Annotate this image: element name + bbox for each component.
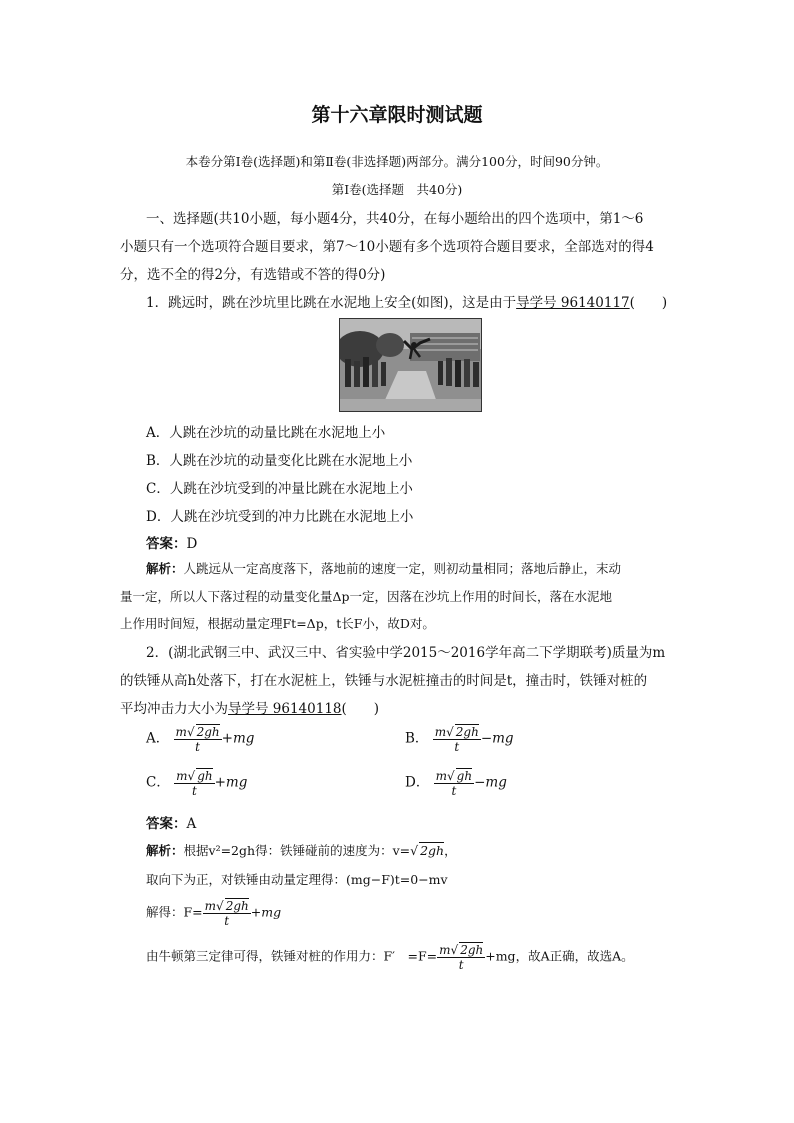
q2-option-b: B． $\frac{m√ 2gh}{t}$ −mg xyxy=(405,725,514,754)
q1-option-c: C．人跳在沙坑受到的冲量比跳在水泥地上小 xyxy=(146,481,413,497)
long-jump-photo xyxy=(339,318,482,412)
q2-option-c: C． $\frac{m√ gh}{t}$ +mg xyxy=(146,769,248,798)
q1-explanation-text-1: 人跳远从一定高度落下，落地前的速度一定，则初动量相同；落地后静止，末动 xyxy=(183,561,622,576)
q1-answer-label: 答案： xyxy=(146,536,187,552)
q1-explanation-label: 解析： xyxy=(146,561,184,576)
q1-answer-value: D xyxy=(186,536,198,552)
q2-explanation-line-3: 解得：F= $\frac{m√ 2gh}{t}$ +mg xyxy=(146,899,282,928)
q2-explanation-line-2: 取向下为正，对铁锤由动量定理得：(mg−F)t=0−mv xyxy=(146,872,448,887)
q1-option-a: A．人跳在沙坑的动量比跳在水泥地上小 xyxy=(146,425,386,441)
q1-answer xyxy=(146,532,197,552)
question-2-stem-line-1: 2．(湖北武钢三中、武汉三中、省实验中学2015～2016学年高二下学期联考)质量为m xyxy=(146,645,666,661)
question-1-code: 导学号 96140117 xyxy=(516,295,630,311)
instructions-line-2: 小题只有一个选项符合题目要求，第7～10小题有多个选项符合题目要求，全部选对的得4 xyxy=(120,239,654,255)
question-1-text: 1．跳远时，跳在沙坑里比跳在水泥地上安全(如图)，这是由于 xyxy=(146,295,517,311)
q2-option-a: A． $\frac{m√ 2gh}{t}$ +mg xyxy=(146,725,255,754)
q1-explanation-line-3: 上作用时间短，根据动量定理Ft=Δp，t长F小，故D对。 xyxy=(120,616,435,631)
question-1-stem xyxy=(146,291,667,311)
q2-explanation-line-1: 解析：根据v²=2gh得：铁锤碰前的速度为：v=√ 2gh， xyxy=(146,843,457,858)
exam-intro: 本卷分第Ⅰ卷(选择题)和第Ⅱ卷(非选择题)两部分。满分100分，时间90分钟。 xyxy=(185,154,609,169)
instructions-line-1: 一、选择题(共10小题，每小题4分，共40分，在每小题给出的四个选项中，第1～6 xyxy=(146,211,644,227)
q1-explanation-line-2: 量一定，所以人下落过程的动量变化量Δp一定，因落在沙坑上作用的时间长，落在水泥地 xyxy=(120,589,613,604)
instructions-line-3: 分，选不全的得2分，有选错或不答的得0分) xyxy=(120,267,386,283)
q2-option-d: D． $\frac{m√ gh}{t}$ −mg xyxy=(405,769,507,798)
q2-answer-label: 答案： xyxy=(146,816,187,832)
page-title: 第十六章限时测试题 xyxy=(311,104,483,126)
q1-option-b: B．人跳在沙坑的动量变化比跳在水泥地上小 xyxy=(146,453,413,469)
question-2-stem-line-3 xyxy=(120,697,379,717)
q1-explanation-line-1 xyxy=(146,559,621,577)
question-1-paren: ( ) xyxy=(629,295,668,311)
question-2-code: 导学号 96140118 xyxy=(228,701,342,717)
q2-answer xyxy=(146,812,196,832)
q2-explanation-line-4: 由牛顿第三定律可得，铁锤对桩的作用力：F′ =F= $\frac{m√ 2gh}{t}$ +mg，故A正确，故选A。 xyxy=(146,943,634,972)
q2-explanation-label: 解析： xyxy=(146,843,184,858)
question-2-text: 平均冲击力大小为 xyxy=(120,701,228,717)
question-2-paren: ( ) xyxy=(341,701,380,717)
q1-option-d: D．人跳在沙坑受到的冲力比跳在水泥地上小 xyxy=(146,509,414,525)
question-2-stem-line-2: 的铁锤从高h处落下，打在水泥桩上，铁锤与水泥桩撞击的时间是t，撞击时，铁锤对桩的 xyxy=(120,673,648,689)
q2-answer-value: A xyxy=(186,816,197,832)
section-heading: 第Ⅰ卷(选择题 共40分) xyxy=(331,182,463,197)
